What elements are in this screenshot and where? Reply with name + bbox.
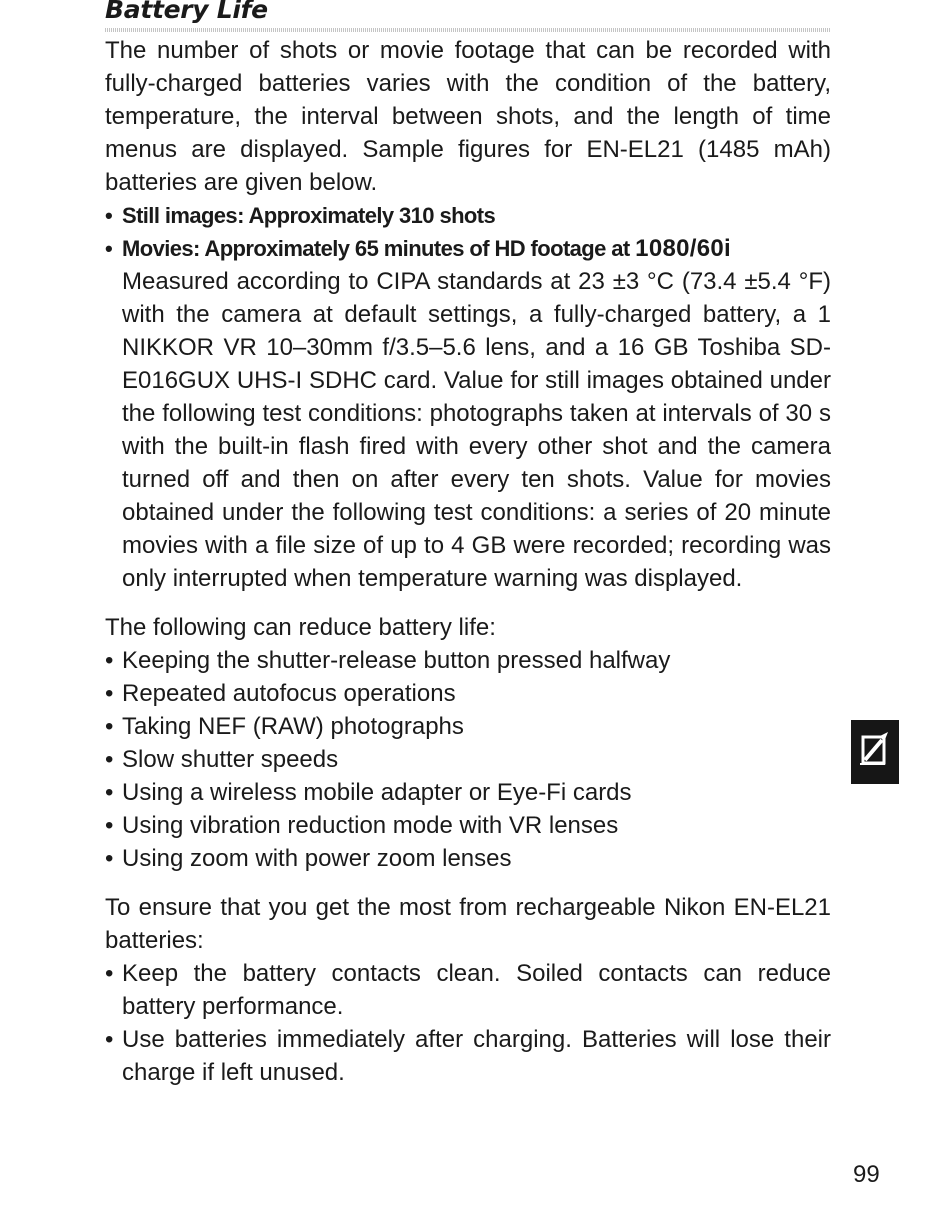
still-images-figure	[105, 199, 831, 232]
list-item: • Using vibration reduction mode with VR lenses	[105, 809, 831, 842]
ensure-list	[105, 957, 831, 1089]
list-item: • Repeated autofocus operations	[105, 677, 831, 710]
page-number: 99	[853, 1161, 880, 1188]
page-content	[105, 34, 831, 1089]
list-item: • Keeping the shutter-release button pressed halfway	[105, 644, 831, 677]
movies-resolution: 1080/60i	[635, 235, 731, 262]
still-images-text: Still images: Approximately 310 shots	[122, 203, 496, 228]
technical-notes-tab[interactable]	[851, 720, 899, 784]
list-item: • Keep the battery contacts clean. Soiled contacts can reduce battery performance.	[105, 957, 831, 1023]
movies-figure	[105, 232, 831, 265]
movies-text: Movies: Approximately 65 minutes of HD footage at	[122, 236, 636, 261]
sample-figures-list	[105, 199, 831, 265]
list-item: • Slow shutter speeds	[105, 743, 831, 776]
intro-paragraph: The number of shots or movie footage that can be recorded with fully-charged batteries varies with the condition of the battery, temperature, the interval between shots, and the length of time menus are displayed. Sample figures for EN-EL21 (1485 mAh) batteries are given below.	[105, 37, 831, 196]
list-item: • Use batteries immediately after charging. Batteries will lose their charge if left unused.	[105, 1023, 831, 1089]
list-item: • Using a wireless mobile adapter or Eye-Fi cards	[105, 776, 831, 809]
list-item: • Taking NEF (RAW) photographs	[105, 710, 831, 743]
list-item: • Using zoom with power zoom lenses	[105, 842, 831, 875]
heading-rule	[105, 28, 831, 32]
measurement-conditions: Measured according to CIPA standards at 23 ±3 °C (73.4 ±5.4 °F) with the camera at default settings, a fully-charged battery, a 1 NIKKOR VR 10–30mm f/3.5–5.6 lens, and a 16 GB Toshiba SD-E016GUX UHS-I SDHC card. Value for still images obtained under the following test conditions: photographs taken at intervals of 30 s with the built-in flash fired with every other shot and the camera turned off and then on after every ten shots. Value for movies obtained under the following test conditions: a series of 20 minute movies with a file size of up to 4 GB were recorded; recording was only interrupted when temperature warning was displayed.	[122, 268, 831, 592]
ensure-intro: To ensure that you get the most from rechargeable Nikon EN-EL21 batteries:	[105, 894, 831, 954]
section-heading: Battery Life	[105, 0, 268, 24]
reduce-intro: The following can reduce battery life:	[105, 614, 496, 641]
technical-notes-icon	[851, 720, 899, 784]
reduce-list	[105, 644, 831, 875]
